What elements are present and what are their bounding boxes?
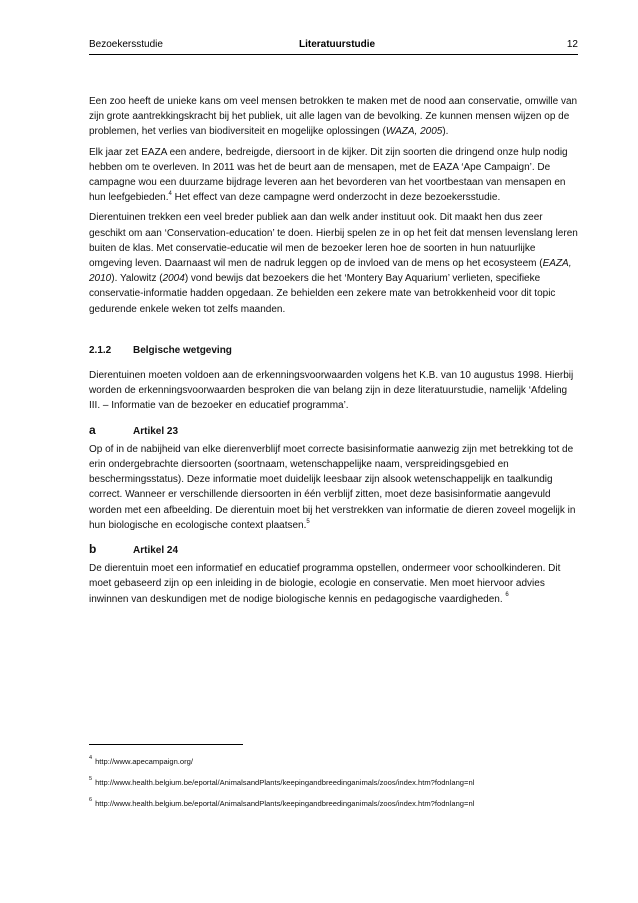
footnote: $^6$ http://www.health.belgium.be/eportal/AnimalsandPlants/keepingandbreedinganimals/zoos/index.htm?fodnlang=nl (89, 797, 475, 808)
article-heading (89, 423, 578, 439)
article-title: Artikel 24 (133, 545, 179, 557)
article-heading (89, 542, 578, 558)
article-title: Artikel 23 (133, 425, 179, 437)
footnote-ref: 6 (505, 592, 509, 599)
footnote-divider (89, 744, 243, 745)
citation: WAZA, 2005 (385, 126, 443, 138)
footnote-link[interactable]: http://www.apecampaign.org/ (95, 757, 193, 766)
footnote-link[interactable]: http://www.health.belgium.be/eportal/AnimalsandPlants/keepingandbreedinganimals/zoos/index.htm?fodnlang=nl (95, 778, 475, 787)
section-heading (89, 343, 578, 358)
article-text: Op of in de nabijheid van elke dierenverblijf moet correcte basisinformatie aanwezig zijn met betrekking tot de erin ondergebrachte diersoorten (soortnaam, wetenschappelijke naam, verspreidingsgebied en beschermingsstatus). Deze informatie moet duidelijk leesbaar zijn alsook wetenschappelijk en taalkundig correct. Wanneer er verschillende diersoorten in één verblijf zitten, moet deze basisinformatie aangevuld worden met een afbeelding. De dierentuin moet bij het verstrekken van informatie de dieren zoveel mogelijk in hun biologische en ecologische context plaatsen.$^5$ (89, 443, 576, 531)
section-title: Belgische wetgeving (133, 344, 232, 356)
body-content (89, 94, 578, 612)
header-divider (89, 54, 578, 55)
footnotes (89, 756, 589, 819)
paragraph-2: Elk jaar zet EAZA een andere, bedreigde, diersoort in de kijker. Dit zijn soorten die dringend onze hulp nodig hebben om te overleven. In 2011 was het de beurt aan de mensapen, met de EAZA ‘Ape Campaign’. De campagne wou een duurzame bijdrage leveren aan het bevorderen van het voortbestaan van mensapen en hun leefgebieden.$^4$ Het effect van deze campagne werd onderzocht in deze bezoekersstudie. (89, 146, 568, 204)
footnote-link[interactable]: http://www.health.belgium.be/eportal/AnimalsandPlants/keepingandbreedinganimals/zoos/index.htm?fodnlang=nl (95, 799, 475, 808)
article-letter: a (89, 422, 96, 437)
footnote-ref: 4 (168, 190, 172, 197)
paragraph-1: Een zoo heeft de unieke kans om veel mensen betrokken te maken met de nood aan conservatie, omwille van zijn grote aantrekkingskracht bij het publiek, uit alle lagen van de bevolking. Ze kunnen mensen wijzen op de problemen, het verlies van biodiversiteit en mogelijke oplossingen (WAZA, 2005). (89, 96, 578, 138)
article-letter: b (89, 542, 97, 557)
footnote: $^5$ http://www.health.belgium.be/eportal/AnimalsandPlants/keepingandbreedinganimals/zoos/index.htm?fodnlang=nl (89, 776, 475, 787)
citation: 2004 (162, 273, 185, 285)
header-center-title: Literatuurstudie (299, 39, 376, 50)
header-left-title: Bezoekersstudie (89, 39, 163, 50)
paragraph-3: Dierentuinen trekken een veel breder publiek aan dan welk ander instituut ook. Dit maakt hen dus zeer geschikt om aan ‘Conservation-education’ te doen. Hierbij spelen ze in op het feit dat mensen levenslang leren buiten de klas. Met conservatie-educatie wil men de bezoeker leren hoe de soorten in hun natuurlijke omgeving leven. Daarnaast wil men de nadruk leggen op de invloed van de mens op het ecosysteem (EAZA, 2010). Yalowitz (2004) vond bewijs dat bezoekers die het ‘Montery Bay Aquarium’ verlieten, specifieke conservatie-informatie hadden opgedaan. Ze behielden een zekere mate van betrokkenheid voor dit topic gedurende enkele weken tot zelfs maanden. (89, 212, 578, 315)
section-intro: Dierentuinen moeten voldoen aan de erkenningsvoorwaarden volgens het K.B. van 10 augustus 1998. Hierbij worden de erkenningsvoorwaarden besproken die van belang zijn in deze literatuurstudie, namelijk ‘Afdeling III. – Informatie van de bezoeker en educatief programma’. (89, 370, 574, 412)
page-number: 12 (566, 39, 578, 50)
footnote-ref: 5 (306, 518, 310, 525)
footnote: $^4$ http://www.apecampaign.org/ (89, 755, 193, 766)
citation: EAZA, 2010 (89, 258, 572, 285)
section-number: 2.1.2 (89, 344, 112, 356)
article-text: De dierentuin moet een informatief en educatief programma opstellen, ondermeer voor schoolkinderen. Dit moet gebaseerd zijn op een inleiding in de biologie, ecologie en conservatie. Men moet hiervoor advies inwinnen van deskundigen met de nodige biologische kennis en pedagogische vaardigheden. $^6$ (89, 563, 561, 605)
